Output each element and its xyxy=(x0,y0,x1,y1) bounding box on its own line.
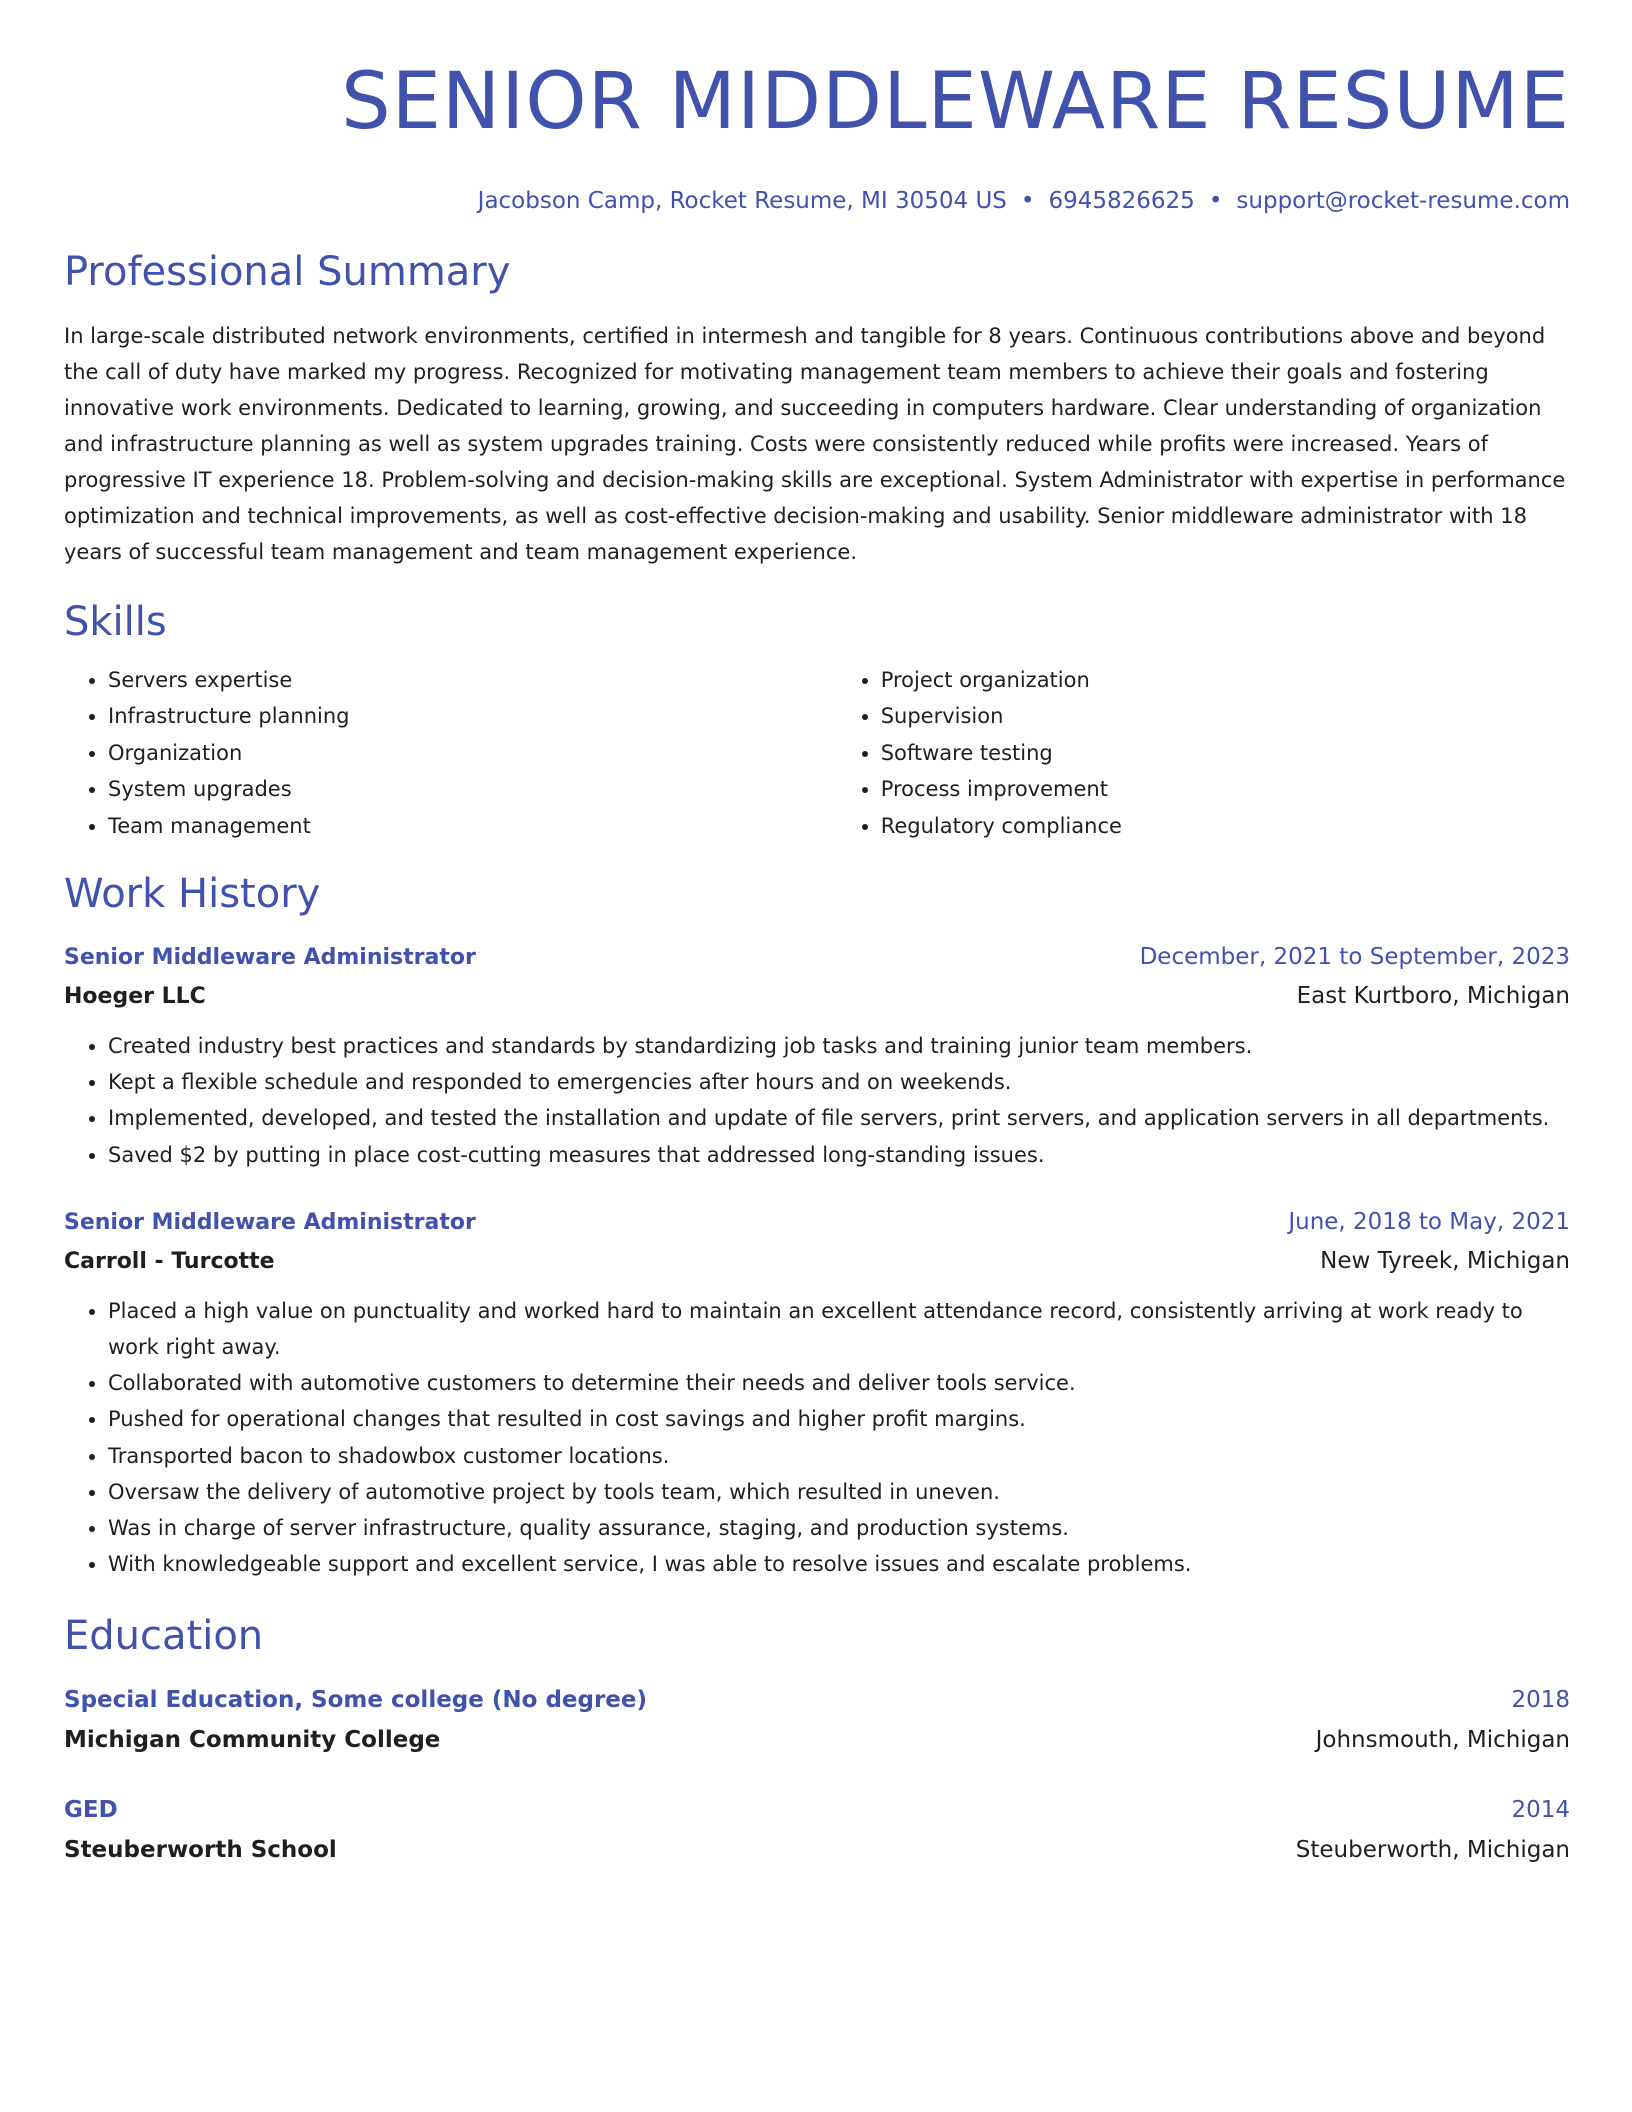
job-bullet: • Created industry best practices and standards by standardizing job tasks and training junior team members. xyxy=(108,1028,1570,1064)
job-bullet: • Transported bacon to shadowbox customer locations. xyxy=(108,1438,1570,1474)
skills-section xyxy=(64,596,1570,844)
contact-address: Jacobson Camp, Rocket Resume, MI 30504 US xyxy=(477,188,1007,214)
education-year: 2018 xyxy=(1511,1687,1570,1714)
job-company: Hoeger LLC xyxy=(64,984,206,1010)
education-school-row xyxy=(64,1830,1570,1870)
education-heading: Education xyxy=(64,1613,264,1660)
job-company-row xyxy=(64,977,1570,1016)
summary-text: In large-scale distributed network environments, certified in intermesh and tangible for 8 years. Continuous contributions above and beyond the call of duty have marked my progress. Recognized for motivating management team members to achieve their goals and fostering innovative work environments. Dedicated to learning, growing, and succeeding in computers hardware. Clear understanding of organization and infrastructure planning as well as system upgrades training. Costs were consistently reduced while profits were increased. Years of progressive IT experience 18. Problem-solving and decision-making skills are exceptional. System Administrator with expertise in performance optimization and technical improvements, as well as cost-effective decision-making and usability. Senior middleware administrator with 18 years of successful team management and team management experience. xyxy=(64,324,1566,564)
job-entry xyxy=(64,938,1570,1173)
job-company: Carroll - Turcotte xyxy=(64,1248,275,1274)
job-bullet: • Oversaw the delivery of automotive project by tools team, which resulted in uneven. xyxy=(108,1474,1570,1510)
work-history-heading: Work History xyxy=(64,871,321,918)
skill-item: • Supervision xyxy=(881,698,1570,734)
skill-item: • Servers expertise xyxy=(108,662,837,698)
job-bullet: • Saved $2 by putting in place cost-cutting measures that addressed long-standing issues. xyxy=(108,1137,1570,1173)
job-company-row xyxy=(64,1242,1570,1281)
skill-item: • Regulatory compliance xyxy=(881,808,1570,844)
education-location: Steuberworth, Michigan xyxy=(1295,1837,1570,1864)
job-bullet: • Kept a flexible schedule and responded to emergencies after hours and on weekends. xyxy=(108,1064,1570,1100)
skill-item: • Software testing xyxy=(881,735,1570,771)
resume-header xyxy=(64,52,1570,216)
job-title: Senior Middleware Administrator xyxy=(64,945,476,971)
job-bullet: • Placed a high value on punctuality and worked hard to maintain an excellent attendance record, consistently arriving at work ready to work right away. xyxy=(108,1293,1570,1365)
contact-separator: • xyxy=(1020,188,1035,214)
job-bullet: • Pushed for operational changes that resulted in cost savings and higher profit margins. xyxy=(108,1401,1570,1437)
summary-heading: Professional Summary xyxy=(64,249,511,295)
job-bullet: • Implemented, developed, and tested the installation and update of file servers, print servers, and application servers in all departments. xyxy=(108,1100,1570,1136)
work-history-section xyxy=(64,868,1570,1582)
education-year: 2014 xyxy=(1511,1797,1570,1824)
job-dates: December, 2021 to September, 2023 xyxy=(1139,944,1570,971)
skills-heading: Skills xyxy=(64,599,167,645)
contact-phone: 6945826625 xyxy=(1048,188,1195,214)
job-bullet: • Was in charge of server infrastructure, quality assurance, staging, and production systems. xyxy=(108,1510,1570,1546)
education-entry xyxy=(64,1790,1570,1870)
skills-grid xyxy=(64,662,1570,844)
contact-email[interactable]: support@rocket-resume.com xyxy=(1236,188,1570,214)
skill-item: • Project organization xyxy=(881,662,1570,698)
education-degree: Special Education, Some college (No degree) xyxy=(64,1687,648,1714)
skill-item: • System upgrades xyxy=(108,771,837,807)
skill-item: • Process improvement xyxy=(881,771,1570,807)
job-title: Senior Middleware Administrator xyxy=(64,1209,476,1235)
education-section xyxy=(64,1610,1570,1870)
education-school-row xyxy=(64,1720,1570,1760)
job-bullet: • Collaborated with automotive customers to determine their needs and deliver tools service. xyxy=(108,1365,1570,1401)
job-dates: June, 2018 to May, 2021 xyxy=(1288,1208,1570,1235)
contact-separator: • xyxy=(1208,188,1223,214)
education-header-row xyxy=(64,1790,1570,1830)
education-school: Michigan Community College xyxy=(64,1727,441,1754)
education-school: Steuberworth School xyxy=(64,1837,337,1864)
job-header-row xyxy=(64,938,1570,977)
job-bullet-list xyxy=(64,1293,1570,1583)
contact-line xyxy=(64,186,1570,216)
summary-section xyxy=(64,246,1570,570)
resume-title: SENIOR MIDDLEWARE RESUME xyxy=(341,57,1570,147)
skills-right-list xyxy=(837,662,1570,844)
education-location: Johnsmouth, Michigan xyxy=(1315,1727,1570,1754)
job-header-row xyxy=(64,1203,1570,1242)
skill-item: • Organization xyxy=(108,735,837,771)
skills-left-list xyxy=(64,662,837,844)
education-degree: GED xyxy=(64,1797,118,1824)
job-bullet: • With knowledgeable support and excellent service, I was able to resolve issues and escalate problems. xyxy=(108,1546,1570,1582)
skill-item: • Infrastructure planning xyxy=(108,698,837,734)
job-entry xyxy=(64,1203,1570,1583)
job-bullet-list xyxy=(64,1028,1570,1173)
job-location: New Tyreek, Michigan xyxy=(1320,1247,1570,1274)
education-entry xyxy=(64,1680,1570,1760)
skill-item: • Team management xyxy=(108,808,837,844)
job-location: East Kurtboro, Michigan xyxy=(1296,983,1570,1010)
education-header-row xyxy=(64,1680,1570,1720)
